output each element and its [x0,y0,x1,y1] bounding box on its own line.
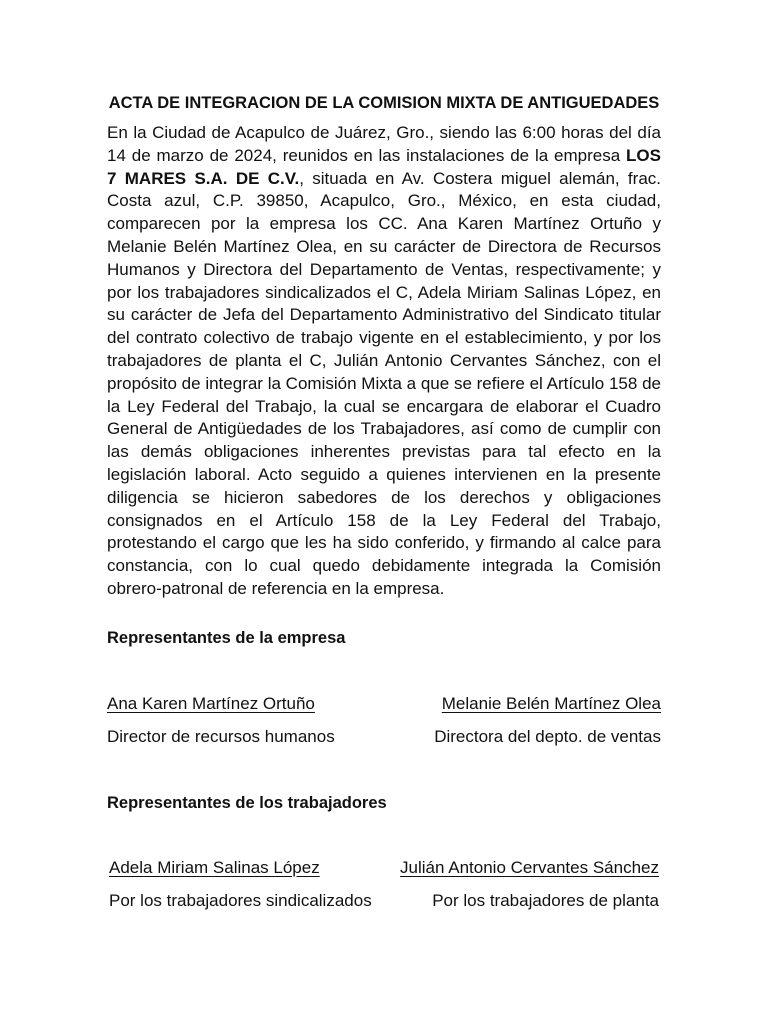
body-text-part2: , situada en Av. Costera miguel alemán, frac. Costa azul, C.P. 39850, Acapulco, Gro., México, en esta ciudad, comparecen por la empresa los CC. Ana Karen Martínez Ortuño y Melanie Belén Martínez Olea, en su carácter de Directora de Recursos Humanos y Directora del Departamento de Ventas, respectivamente; y por los trabajadores sindicalizados el C, Adela Miriam Salinas López, en su carácter de Jefa del Departamento Administrativo del Sindicato titular del contrato colectivo de trabajo vigente en el establecimiento, y por los trabajadores de planta el C, Julián Antonio Cervantes Sánchez, con el propósito de integrar la Comisión Mixta a que se refiere el Artículo 158 de la Ley Federal del Trabajo, la cual se encargara de elaborar el Cuadro General de Antigüedades de los Trabajadores, así como de cumplir con las demás obligaciones inherentes previstas para tal efecto en la legislación laboral. Acto seguido a quienes intervienen en la presente diligencia se hicieron sabedores de los derechos y obligaciones consignados en el Artículo 158 de la Ley Federal del Trabajo, protestando el cargo que les ha sido conferido, y firmando al calce para constancia, con lo cual quedo debidamente integrada la Comisión obrero-patronal de referencia en la empresa. [107,168,661,598]
signature-role-left: Director de recursos humanos [107,727,335,746]
worker-reps-heading: Representantes de los trabajadores [107,794,387,812]
worker-reps-section [107,792,661,814]
worker-reps-names-row [109,857,659,879]
company-reps-section [107,627,661,649]
signature-name-left: Ana Karen Martínez Ortuño [107,694,315,713]
signature-role-right: Por los trabajadores de planta [432,891,659,910]
document-body [107,122,661,601]
signature-name-right: Melanie Belén Martínez Olea [441,694,661,713]
worker-reps-roles-row [109,890,659,912]
signature-name-right: Julián Antonio Cervantes Sánchez [400,858,659,877]
signature-name-left: Adela Miriam Salinas López [109,858,320,877]
company-reps-names-row [107,693,661,715]
signature-role-right: Directora del depto. de ventas [434,727,661,746]
document-title: ACTA DE INTEGRACION DE LA COMISION MIXTA DE ANTIGUEDADES [108,94,660,112]
company-reps-heading: Representantes de la empresa [107,629,346,647]
signature-role-left: Por los trabajadores sindicalizados [109,891,372,910]
company-name: LOS 7 MARES S.A. DE C.V. [107,145,661,188]
document-page [107,92,661,601]
body-text-part1: En la Ciudad de Acapulco de Juárez, Gro., siendo las 6:00 horas del día 14 de marzo de 2024, reunidos en las instalaciones de la empresa [107,123,661,165]
company-reps-roles-row [107,726,661,748]
